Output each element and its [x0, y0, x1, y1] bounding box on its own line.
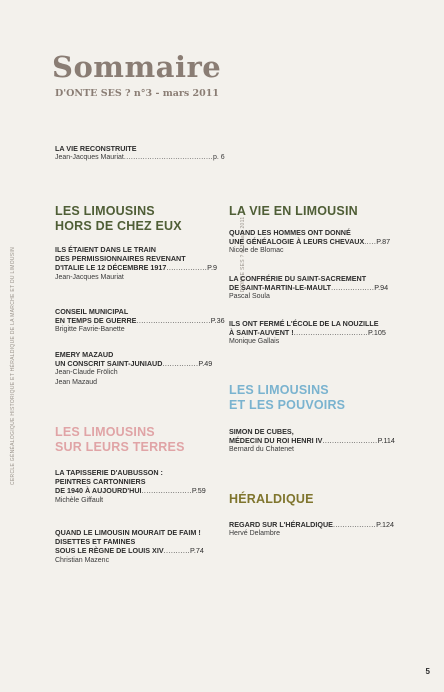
issue-subtitle: D'ONTE SES ? n°3 - mars 2011: [55, 88, 220, 99]
entry-author: [55, 273, 217, 282]
page-ref: P.49: [198, 359, 213, 369]
leader-dots: .....: [364, 237, 377, 247]
entry-title-line: SIMON DE CUBES,: [229, 427, 294, 436]
side-caption-right: D'ONTE SES ? n°3 mars 2011: [240, 216, 246, 292]
entry-title-line: LA VIE RECONSTRUITE: [55, 144, 137, 153]
leader-dots: ...............................: [293, 328, 368, 338]
entry-title-line: À SAINT-AUVENT !: [229, 328, 294, 338]
author-name: Pascal Soula: [229, 293, 270, 301]
toc-entry[interactable]: [229, 319, 386, 347]
page-ref: P.87: [376, 237, 391, 247]
toc-entry[interactable]: [55, 307, 225, 335]
entry-title-line: DE 1940 À AUJOURD'HUI: [55, 486, 142, 496]
entry-author: [55, 556, 204, 565]
toc-entry[interactable]: [229, 274, 388, 302]
page-ref: P.36: [210, 316, 225, 326]
section-heading-line: SUR LEURS TERRES: [55, 440, 185, 454]
entry-title: [229, 228, 390, 246]
entry-author: [229, 337, 386, 346]
toc-entry[interactable]: [229, 427, 395, 455]
entry-title: [55, 468, 206, 496]
entry-title: [229, 274, 388, 292]
leader-dots: .....................: [141, 486, 192, 496]
section-heading-line: LES LIMOUSINS: [55, 204, 155, 218]
author-name: Nicole de Blomac: [229, 247, 284, 255]
entry-title: [55, 144, 225, 153]
author-name: Jean Mazaud: [55, 378, 98, 386]
section-heading: [55, 425, 185, 455]
entry-title-line: UN CONSCRIT SAINT-JUNIAUD: [55, 359, 163, 369]
entry-title-line: UNE GÉNÉALOGIE À LEURS CHEVAUX: [229, 237, 365, 247]
entry-title: [229, 319, 386, 337]
author-name: Jean-Claude Frölich: [55, 369, 118, 377]
page-ref: P.9: [207, 263, 218, 273]
entry-title: [55, 528, 204, 556]
entry-title: [55, 350, 212, 368]
author-name: Jean-Jacques Mauriat: [55, 273, 124, 281]
entry-title-line: LA CONFRÉRIE DU SAINT-SACREMENT: [229, 274, 367, 283]
entry-title-line: MÉDECIN DU ROI HENRI IV: [229, 436, 323, 446]
entry-title-line: ILS ONT FERMÉ L'ÉCOLE DE LA NOUZILLE: [229, 319, 379, 328]
side-caption-left: CERCLE GÉNÉALOGIQUE HISTORIQUE ET HÉRALDIQUE DE LA MARCHE ET DU LIMOUSIN: [10, 246, 16, 485]
leader-dots: .................: [166, 263, 208, 273]
leader-dots: ...............................: [136, 316, 211, 326]
entry-title-line: DISETTES ET FAMINES: [55, 537, 136, 547]
entry-title-line: DE SAINT-MARTIN-LE-MAULT: [229, 283, 332, 293]
page-title: Sommaire: [52, 50, 222, 84]
toc-entry[interactable]: [55, 528, 204, 565]
entry-title-line: REGARD SUR L'HÉRALDIQUE: [229, 520, 333, 529]
entry-author: [229, 292, 388, 301]
page-number: 5: [425, 667, 430, 676]
entry-title: [55, 307, 225, 325]
toc-entry[interactable]: [229, 228, 390, 256]
author-name: Monique Gallais: [229, 338, 280, 346]
toc-entry[interactable]: [55, 468, 206, 505]
section-heading-line: LES LIMOUSINS: [55, 425, 155, 439]
entry-title-line: SOUS LE RÈGNE DE LOUIS XIV: [55, 546, 164, 556]
leader-dots: ...........: [163, 546, 191, 556]
toc-entry[interactable]: [229, 520, 394, 539]
entry-title-line: QUAND LES HOMMES ONT DONNÉ: [229, 228, 351, 237]
entry-title: [229, 520, 394, 529]
leader-dots: ..................: [332, 520, 377, 529]
section-heading-line: HÉRALDIQUE: [229, 492, 314, 506]
section-heading: [229, 383, 345, 413]
toc-entry[interactable]: [55, 144, 225, 163]
section-heading-line: LA VIE EN LIMOUSIN: [229, 204, 358, 218]
author-name: Brigitte Favrie-Banette: [55, 326, 125, 334]
entry-title: [229, 427, 395, 445]
entry-author: [229, 246, 390, 255]
section-heading: [229, 492, 314, 507]
entry-title-line: ILS ÉTAIENT DANS LE TRAIN: [55, 245, 156, 254]
entry-author: [55, 153, 225, 162]
entry-author: [55, 368, 212, 387]
entry-title-line: CONSEIL MUNICIPAL: [55, 307, 129, 316]
author-name: Bernard du Chatenet: [229, 446, 294, 454]
toc-entry[interactable]: [55, 350, 212, 387]
section-heading: [55, 204, 182, 234]
leader-dots: ..................: [331, 283, 375, 293]
page-ref: P.74: [190, 546, 204, 556]
page-ref: P.94: [374, 283, 389, 293]
author-name: Michèle Giffault: [55, 496, 104, 504]
toc-entry[interactable]: [55, 245, 217, 282]
entry-title-line: QUAND LE LIMOUSIN MOURAIT DE FAIM !: [55, 528, 201, 537]
author-name: Jean-Jacques Mauriat: [55, 154, 124, 162]
section-heading-line: HORS DE CHEZ EUX: [55, 219, 182, 233]
entry-title-line: LA TAPISSERIE D'AUBUSSON :: [55, 468, 163, 477]
page-ref: P.114: [377, 436, 395, 446]
entry-author: [55, 325, 225, 334]
entry-title-line: DES PERMISSIONNAIRES REVENANT: [55, 254, 186, 264]
section-heading-line: LES LIMOUSINS: [229, 383, 329, 397]
section-heading: [229, 204, 358, 219]
entry-title-line: PEINTRES CARTONNIERS: [55, 477, 146, 487]
entry-author: [55, 496, 206, 505]
leader-dots: .......................: [322, 436, 378, 446]
entry-author: [229, 445, 395, 454]
entry-title-line: D'ITALIE LE 12 DÉCEMBRE 1917: [55, 263, 167, 273]
entry-title: [55, 245, 217, 273]
entry-title-line: EN TEMPS DE GUERRE: [55, 316, 137, 326]
author-name: Christian Mazenc: [55, 556, 110, 564]
section-heading-line: ET LES POUVOIRS: [229, 398, 346, 412]
leader-dots: ......................................: [123, 154, 213, 162]
leader-dots: ...............: [162, 359, 199, 369]
author-name: Hervé Delambre: [229, 530, 280, 538]
page-ref: P.124: [376, 520, 394, 529]
entry-title-line: EMERY MAZAUD: [55, 350, 114, 359]
page-ref: P.105: [368, 328, 386, 338]
entry-author: [229, 529, 394, 538]
page-ref: p. 6: [212, 154, 225, 162]
page-ref: P.59: [191, 486, 206, 496]
